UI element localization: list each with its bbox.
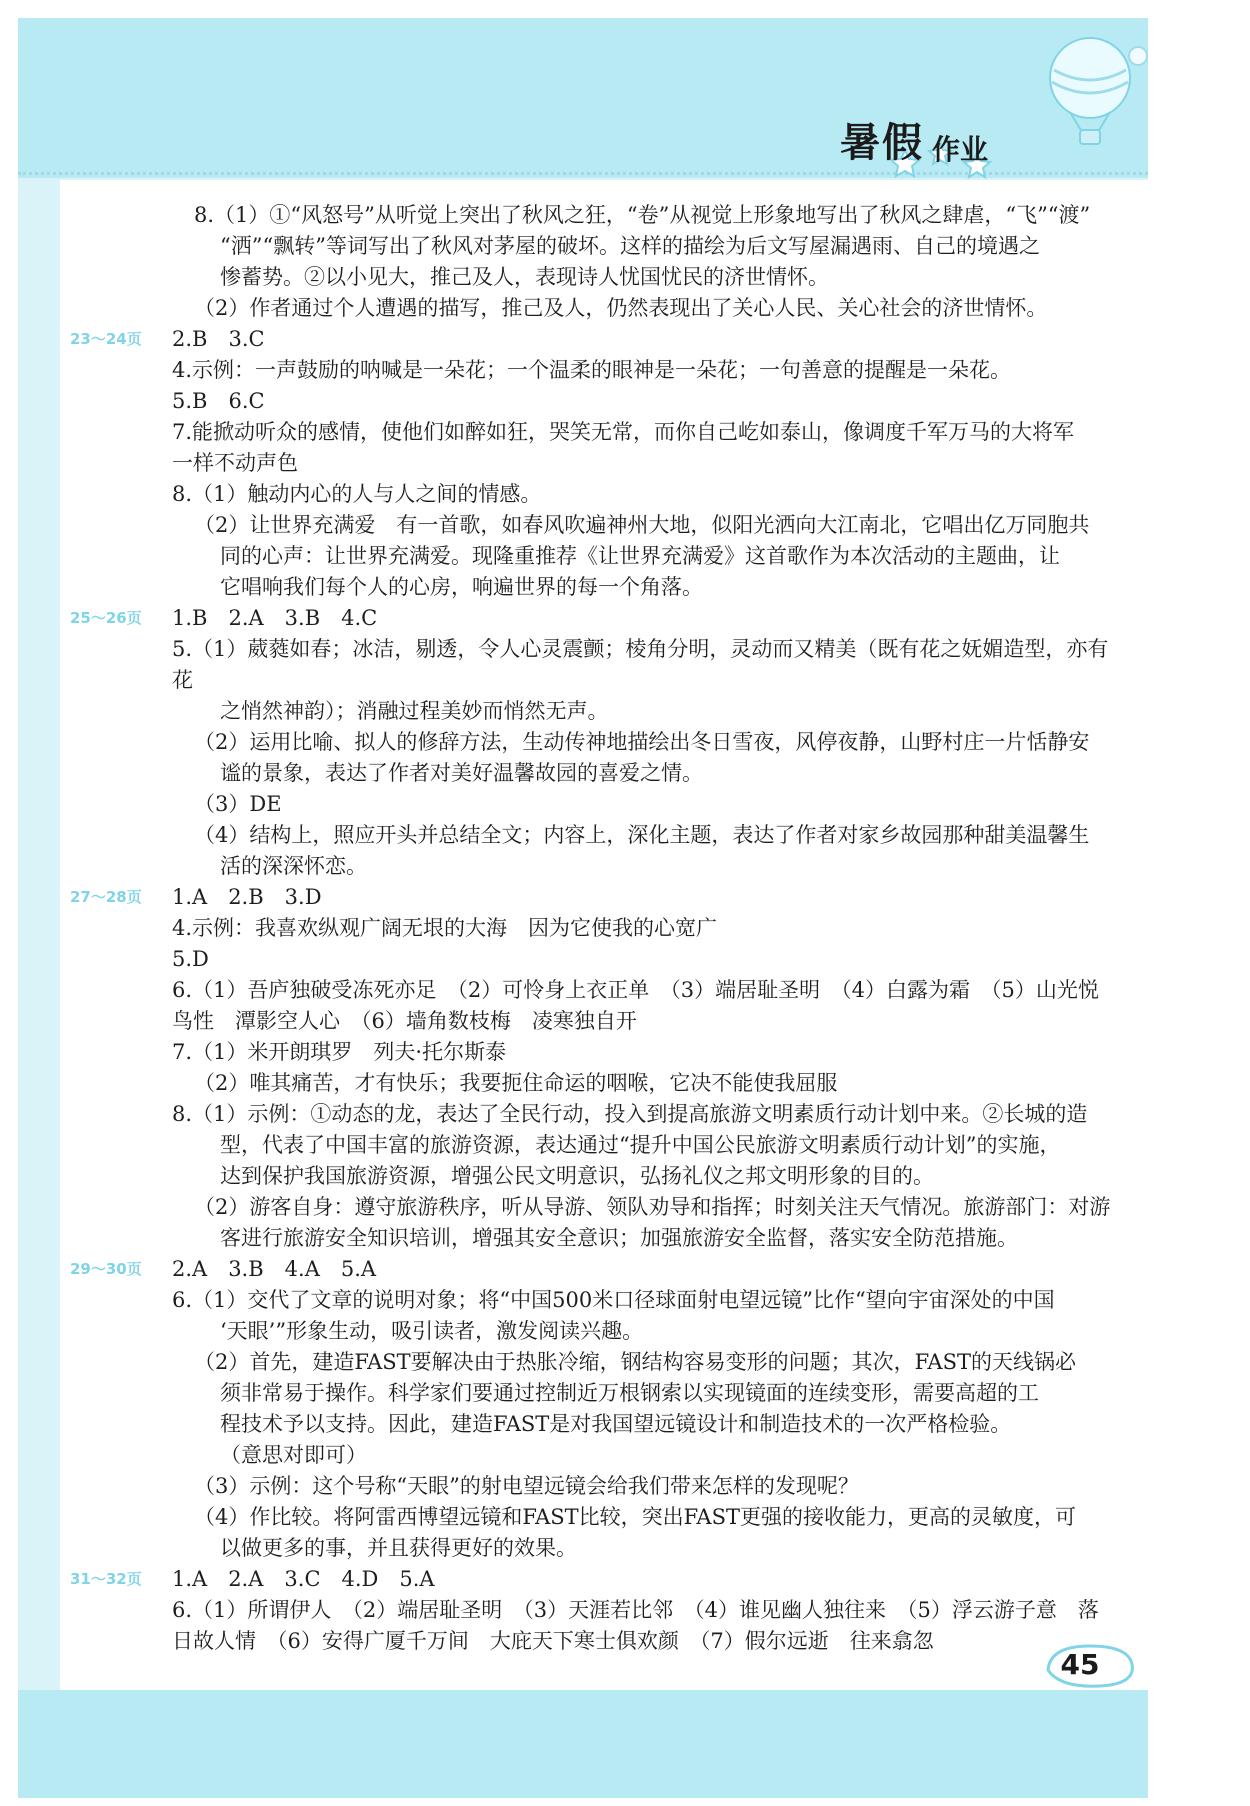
page-range-label: 27～28页 <box>70 888 142 906</box>
page-range-label: 23～24页 <box>70 330 142 348</box>
answer-line: （2）作者通过个人遭遇的描写，推己及人，仍然表现出了关心人民、关心社会的济世情怀。 <box>194 296 1048 320</box>
answer-line: 客进行旅游安全知识培训，增强其安全意识；加强旅游安全监督，落实安全防范措施。 <box>220 1226 1018 1250</box>
answer-line: （2）运用比喻、拟人的修辞方法，生动传神地描绘出冬日雪夜，风停夜静，山野村庄一片恬静安 <box>194 730 1090 754</box>
page-number: 45 <box>1060 1648 1100 1681</box>
answer-line: 8.（1）触动内心的人与人之间的情感。 <box>172 482 542 506</box>
answer-line: 8.（1）示例：①动态的龙，表达了全民行动，投入到提高旅游文明素质行动计划中来。②长城的造 <box>172 1102 1088 1126</box>
answer-line: （2）唯其痛苦，才有快乐；我要扼住命运的咽喉，它决不能使我屈服 <box>194 1071 838 1095</box>
answer-line: 以做更多的事，并且获得更好的效果。 <box>220 1536 577 1560</box>
answer-line: 4.示例：我喜欢纵观广阔无垠的大海 因为它使我的心宽广 <box>172 916 718 940</box>
answer-line: 鸟性 潭影空人心 （6）墙角数枝梅 凌寒独自开 <box>172 1009 637 1033</box>
answer-line: 1.A 2.A 3.C 4.D 5.A <box>172 1567 435 1591</box>
answer-line: 日故人情 （6）安得广厦千万间 大庇天下寒士俱欢颜 （7）假尔远逝 往来翕忽 <box>172 1629 934 1653</box>
answer-line: （4）结构上，照应开头并总结全文；内容上，深化主题，表达了作者对家乡故园那种甜美温馨生 <box>194 823 1090 847</box>
answer-block <box>70 1564 1115 1657</box>
answer-line: 6.（1）交代了文章的说明对象；将“中国500米口径球面射电望远镜”比作“望向宇宙深处的中国 <box>172 1288 1055 1312</box>
answer-line: （2）让世界充满爱 有一首歌，如春风吹遍神州大地，似阳光洒向大江南北，它唱出亿万同胞共 <box>194 513 1090 537</box>
answer-line: （3）示例：这个号称“天眼”的射电望远镜会给我们带来怎样的发现呢？ <box>194 1474 859 1498</box>
answer-content <box>70 200 1115 1657</box>
answer-line: 1.A 2.B 3.D <box>172 885 322 909</box>
answer-line: 5.（1）葳蕤如春；冰洁，剔透，令人心灵震颤；棱角分明，灵动而又精美（既有花之妩媚造型，亦有花 <box>172 637 1109 692</box>
answer-line: 6.（1）所谓伊人 （2）端居耻圣明 （3）天涯若比邻 （4）谁见幽人独往来 （5）浮云游子意 落 <box>172 1598 1099 1622</box>
answer-line: （意思对即可） <box>220 1443 367 1467</box>
workbook-title-sub: 作业 <box>932 133 989 166</box>
answer-block <box>70 603 1115 882</box>
answer-line: 达到保护我国旅游资源，增强公民文明意识，弘扬礼仪之邦文明形象的目的。 <box>220 1164 934 1188</box>
answer-line: 同的心声：让世界充满爱。现隆重推荐《让世界充满爱》这首歌作为本次活动的主题曲，让 <box>220 544 1060 568</box>
answer-block <box>70 324 1115 603</box>
page-range-label: 31～32页 <box>70 1570 142 1588</box>
answer-line: 7.能掀动听众的感情，使他们如醉如狂，哭笑无常，而你自己屹如泰山，像调度千军万马的大将军 <box>172 420 1075 444</box>
answer-block <box>70 1254 1115 1564</box>
answer-line: （3）DE <box>194 792 282 816</box>
page-range-label: 29～30页 <box>70 1260 142 1278</box>
workbook-title-main: 暑假 <box>840 120 924 166</box>
answer-line: 4.示例：一声鼓励的呐喊是一朵花；一个温柔的眼神是一朵花；一句善意的提醒是一朵花。 <box>172 358 1012 382</box>
answer-line: 2.B 3.C <box>172 327 265 351</box>
answer-line: 它唱响我们每个人的心房，响遍世界的每一个角落。 <box>220 575 703 599</box>
answer-block <box>70 882 1115 1254</box>
answer-line: “洒”“飘转”等词写出了秋风对茅屋的破坏。这样的描绘为后文写屋漏遇雨、自己的境遇之 <box>220 234 1040 258</box>
answer-line: 一样不动声色 <box>172 451 298 475</box>
answer-line: 谧的景象，表达了作者对美好温馨故园的喜爱之情。 <box>220 761 703 785</box>
workbook-title <box>840 112 988 168</box>
answer-line: ‘天眼’”形象生动，吸引读者，激发阅读兴趣。 <box>220 1319 644 1343</box>
hot-air-balloon-icon <box>1040 30 1150 160</box>
answer-line: 1.B 2.A 3.B 4.C <box>172 606 378 630</box>
answer-line: （4）作比较。将阿雷西博望远镜和FAST比较，突出FAST更强的接收能力，更高的灵敏度，可 <box>194 1505 1076 1529</box>
answer-line: 6.（1）吾庐独破受冻死亦足 （2）可怜身上衣正单 （3）端居耻圣明 （4）白露为霜 （5）山光悦 <box>172 978 1099 1002</box>
footer-band <box>18 1690 1148 1798</box>
answer-line: 8.（1）①“风怒号”从听觉上突出了秋风之狂，“卷”从视觉上形象地写出了秋风之肆虐，“飞”“渡” <box>194 203 1091 227</box>
answer-line: 活的深深怀恋。 <box>220 854 367 878</box>
answer-line: （2）游客自身：遵守旅游秩序，听从导游、领队劝导和指挥；时刻关注天气情况。旅游部门：对游 <box>194 1195 1111 1219</box>
page-range-label: 25～26页 <box>70 609 142 627</box>
answer-line: 型，代表了中国丰富的旅游资源，表达通过“提升中国公民旅游文明素质行动计划”的实施， <box>220 1133 1061 1157</box>
answer-block <box>70 200 1115 324</box>
answer-line: （2）首先，建造FAST要解决由于热胀冷缩，钢结构容易变形的问题；其次，FAST的天线锅必 <box>194 1350 1076 1374</box>
answer-line: 5.B 6.C <box>172 389 265 413</box>
answer-line: 之悄然神韵）；消融过程美妙而悄然无声。 <box>220 699 609 723</box>
answer-line: 惨蓄势。②以小见大，推己及人，表现诗人忧国忧民的济世情怀。 <box>220 265 829 289</box>
answer-line: 7.（1）米开朗琪罗 列夫·托尔斯泰 <box>172 1040 507 1064</box>
answer-line: 5.D <box>172 947 209 971</box>
answer-line: 2.A 3.B 4.A 5.A <box>172 1257 377 1281</box>
answer-line: 须非常易于操作。科学家们要通过控制近万根钢索以实现镜面的连续变形，需要高超的工 <box>220 1381 1039 1405</box>
answer-line: 程技术予以支持。因此，建造FAST是对我国望远镜设计和制造技术的一次严格检验。 <box>220 1412 1012 1436</box>
